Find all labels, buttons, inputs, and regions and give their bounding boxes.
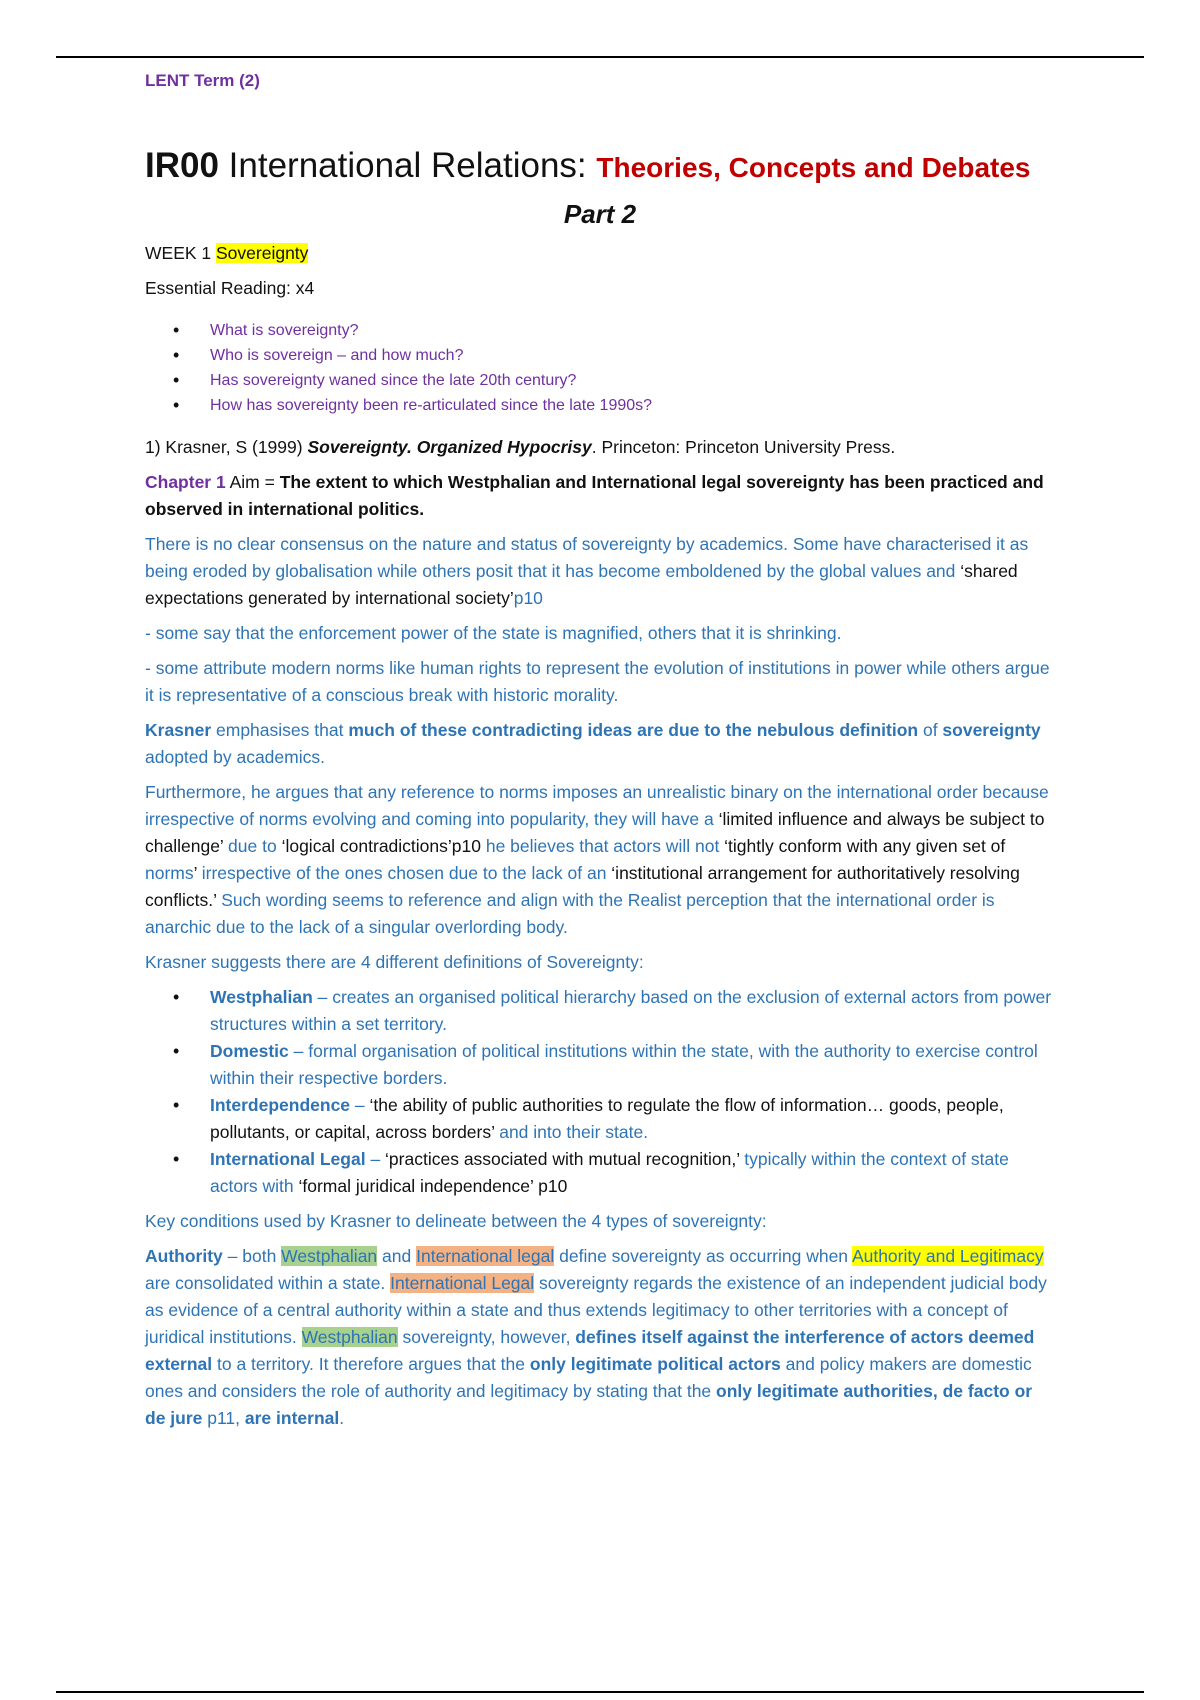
paragraph-text: norms [145, 863, 194, 883]
quote-text: ‘formal juridical independence’ p10 [298, 1176, 568, 1196]
author-name: Krasner [145, 720, 212, 740]
chapter-label: Chapter 1 [145, 472, 226, 492]
list-item: • What is sovereignty? [145, 318, 1055, 343]
bold-text: defines itself against the interference of actors deemed external [145, 1327, 1035, 1374]
paragraph-text: and policy makers are domestic ones and considers the role of authority and legitimacy by stating that the [145, 1354, 1032, 1401]
list-item [145, 984, 1055, 1038]
definition-text: formal organisation of political institutions within the state, with the authority to exercise control within their respective borders. [210, 1041, 1038, 1088]
paragraph-text: he believes that actors will not [480, 836, 725, 856]
definition-term: Domestic [210, 1041, 289, 1061]
definition-term: International Legal [210, 1149, 366, 1169]
highlight-westphalian: Westphalian [281, 1246, 378, 1266]
paragraph-text: and [377, 1246, 417, 1266]
paragraph-text: irrespective of the ones chosen due to the lack of an [196, 863, 612, 883]
paragraph-text: to a territory. It therefore argues that the [212, 1354, 530, 1374]
quote-text: ‘institutional arrangement for authoritatively resolving conflicts.’ [145, 863, 1020, 910]
paragraph-text: sovereignty, however, [397, 1327, 576, 1347]
list-item [145, 1092, 1055, 1146]
term-label: LENT Term (2) [145, 71, 260, 90]
list-item [145, 1038, 1055, 1092]
paragraph-text: There is no clear consensus on the nature and status of sovereignty by academics. Some have characterised it as being eroded by globalisation while others posit that it has become emboldened by the global values and [145, 534, 1029, 581]
quote-text: ’ [193, 863, 197, 883]
definition-text: creates an organised political hierarchy based on the exclusion of external actors from power structures within a set territory. [210, 987, 1052, 1034]
top-rule [56, 56, 1144, 58]
reference-title: Sovereignty. Organized Hypocrisy [307, 437, 592, 457]
separator: – [312, 987, 333, 1007]
question-list [145, 318, 1055, 418]
bold-text: sovereignty [942, 720, 1041, 740]
week-topic: Sovereignty [216, 243, 309, 263]
highlight-international-legal: International Legal [390, 1273, 535, 1293]
document-title [145, 144, 1055, 190]
bold-text: only legitimate authorities, de facto or de jure [145, 1381, 1033, 1428]
document-page [145, 66, 1055, 1440]
separator: – [365, 1149, 386, 1169]
quote-text: ‘limited influence and always be subject to challenge’ [145, 809, 1045, 856]
definition-text: and into their state. [494, 1122, 649, 1142]
paragraph-text: due to [223, 836, 282, 856]
highlight-authority-legitimacy: Authority and Legitimacy [851, 1246, 1044, 1266]
quote-text: ‘tightly conform with any given set of [724, 836, 1006, 856]
key-conditions: Key conditions used by Krasner to delineate between the 4 types of sovereignty: [145, 1211, 767, 1231]
aim-text: The extent to which Westphalian and International legal sovereignty has been practiced and observed in international politics. [145, 472, 1044, 519]
essential-reading: Essential Reading: x4 [145, 278, 315, 298]
definition-term: Westphalian [210, 987, 313, 1007]
separator: – [288, 1041, 309, 1061]
bottom-rule [56, 1691, 1144, 1693]
paragraph-text: p11, [202, 1408, 245, 1428]
paragraph-text: emphasises that [211, 720, 349, 740]
bold-text: much of these contradicting ideas are due to the nebulous definition [348, 720, 919, 740]
list-item: • Has sovereignty waned since the late 20th century? [145, 368, 1055, 393]
reference-citation [145, 434, 1055, 461]
reference-suffix: . Princeton: Princeton University Press. [591, 437, 896, 457]
week-heading [145, 240, 1055, 267]
highlight-international-legal: International legal [416, 1246, 555, 1266]
paragraph-definitions-intro: Krasner suggests there are 4 different definitions of Sovereignty: [145, 952, 644, 972]
week-prefix: WEEK 1 [145, 243, 216, 263]
course-subtitle: Theories, Concepts and Debates [596, 152, 1031, 183]
paragraph-text: define sovereignty as occurring when [554, 1246, 852, 1266]
course-code: IR00 [145, 146, 219, 185]
paragraph-consensus [145, 531, 1055, 612]
definition-term: Interdependence [210, 1095, 351, 1115]
quote-text: ‘the ability of public authorities to regulate the flow of information… goods, people, pollutants, or capital, across borders’ [210, 1095, 1004, 1142]
paragraph-text: of [918, 720, 943, 740]
bold-text: are internal [244, 1408, 340, 1428]
paragraph-text: sovereignty regards the existence of an independent judicial body as evidence of a central authority within a state and thus extends legitimacy to other territories with a concept of juridical institutions. [145, 1273, 1047, 1347]
paragraph-enforcement: - some say that the enforcement power of the state is magnified, others that it is shrinking. [145, 623, 842, 643]
list-item: • How has sovereignty been re-articulated since the late 1990s? [145, 393, 1055, 418]
page-ref: p10 [513, 588, 543, 608]
course-name: International Relations: [218, 146, 597, 185]
authority-term: Authority [145, 1246, 223, 1266]
separator: – [350, 1095, 370, 1115]
chapter-aim [145, 469, 1055, 523]
quote-text: ‘shared expectations generated by international society’ [145, 561, 1018, 608]
highlight-westphalian: Westphalian [301, 1327, 398, 1347]
paragraph-text: Furthermore, he argues that any reference to norms imposes an unrealistic binary on the international order because irrespective of norms evolving and coming into popularity, they will have a [145, 782, 1049, 829]
quote-text: ‘logical contradictions’p10 [281, 836, 481, 856]
paragraph-text: are consolidated within a state. [145, 1273, 391, 1293]
paragraph-text: adopted by academics. [145, 747, 325, 767]
paragraph-authority [145, 1243, 1055, 1432]
paragraph-text: . [339, 1408, 345, 1428]
quote-text: ‘practices associated with mutual recognition,’ [385, 1149, 740, 1169]
paragraph-text: – both [222, 1246, 282, 1266]
list-item: • Who is sovereign – and how much? [145, 343, 1055, 368]
paragraph-text: Such wording seems to reference and align with the Realist perception that the international order is anarchic due to the lack of a singular overlording body. [145, 890, 995, 937]
part-title: Part 2 [563, 199, 637, 229]
bold-text: only legitimate political actors [529, 1354, 781, 1374]
paragraph-norms: - some attribute modern norms like human rights to represent the evolution of institutions in power while others argue it is representative of a conscious break with historic morality. [145, 658, 1050, 705]
list-item [145, 1146, 1055, 1200]
reference-prefix: 1) Krasner, S (1999) [145, 437, 308, 457]
paragraph-krasner-emphasis [145, 717, 1055, 771]
definition-text: typically within the context of state actors with [210, 1149, 1009, 1196]
definition-list [145, 984, 1055, 1200]
paragraph-furthermore [145, 779, 1055, 941]
aim-prefix: Aim = [225, 472, 280, 492]
